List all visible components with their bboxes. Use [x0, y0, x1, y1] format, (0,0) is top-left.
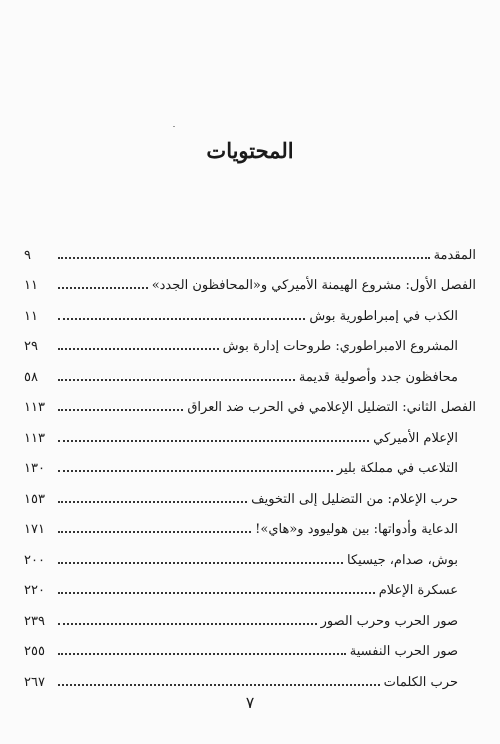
- toc-entry: [24, 233, 476, 264]
- toc-entry: [24, 477, 476, 508]
- toc-entry: [24, 416, 476, 447]
- toc-entry-title: المشروع الامبراطوري: طروحات إدارة بوش: [222, 339, 458, 355]
- dot-leader: [58, 623, 317, 625]
- toc-entry-page: ١٧١: [24, 522, 45, 538]
- toc-entry-page: ١٥٣: [24, 491, 45, 507]
- toc-entry-title: الدعاية وأدواتها: بين هوليوود و«هاي»!: [255, 522, 458, 538]
- dot-leader: [58, 257, 430, 259]
- page-title: المحتويات: [206, 138, 294, 163]
- dot-leader: [58, 470, 333, 472]
- dot-leader: [58, 379, 295, 381]
- toc-entry-page: ١٣٠: [24, 461, 45, 477]
- dot-leader: [58, 348, 219, 350]
- dot-leader: [58, 318, 305, 320]
- toc-entry-page: ١١٣: [24, 400, 45, 416]
- toc-entry: [24, 599, 476, 630]
- toc-entry-title: صور الحرب النفسية: [349, 644, 458, 660]
- toc-entry: [24, 325, 476, 356]
- dot-leader: [58, 592, 375, 594]
- dot-leader: [58, 501, 247, 503]
- page-number: ٧: [245, 693, 255, 712]
- toc-entry-title: عسكرة الإعلام: [378, 583, 458, 599]
- toc-entry-page: ٢٠٠: [24, 552, 45, 568]
- toc-entry: [24, 355, 476, 386]
- toc-entry-title: حرب الإعلام: من التضليل إلى التخويف: [251, 491, 458, 507]
- toc-entry-title: المقدمة: [433, 247, 476, 263]
- dot-leader: [58, 287, 148, 289]
- toc-entry-page: ٥٨: [24, 369, 38, 385]
- toc-entry: [24, 569, 476, 600]
- toc-entry-title: الفصل الثاني: التضليل الإعلامي في الحرب ضد العراق: [187, 400, 476, 416]
- toc-entry: [24, 447, 476, 478]
- dot-leader: [58, 440, 369, 442]
- toc-entry-title: محافظون جدد وأصولية قديمة: [298, 369, 458, 385]
- toc-entry-title: الفصل الأول: مشروع الهيمنة الأميركي و«المحافظون الجدد»: [151, 278, 476, 294]
- dot-leader: [58, 562, 343, 564]
- dot-leader: [58, 409, 183, 411]
- table-of-contents: [24, 233, 476, 691]
- toc-entry-page: ١١٣: [24, 430, 45, 446]
- toc-entry-page: ٢٢٠: [24, 583, 45, 599]
- toc-entry-page: ٢٩: [24, 339, 38, 355]
- toc-entry: [24, 386, 476, 417]
- toc-entry-title: الإعلام الأميركي: [373, 430, 458, 446]
- toc-entry-page: ٢٥٥: [24, 644, 45, 660]
- toc-entry: [24, 660, 476, 691]
- toc-entry: [24, 294, 476, 325]
- toc-entry-title: بوش، صدام، جيسيكا: [346, 552, 458, 568]
- dot-leader: [58, 684, 380, 686]
- toc-entry: [24, 538, 476, 569]
- dot-leader: [58, 531, 251, 533]
- toc-entry-page: ٩: [24, 247, 31, 263]
- toc-entry-title: الكذب في إمبراطورية بوش: [309, 308, 458, 324]
- toc-entry: [24, 264, 476, 295]
- dot-leader: [58, 653, 346, 655]
- toc-entry-title: حرب الكلمات: [383, 674, 458, 690]
- toc-entry-page: ٢٣٩: [24, 613, 45, 629]
- toc-entry: [24, 508, 476, 539]
- toc-entry: [24, 630, 476, 661]
- paper-speck: [173, 126, 175, 127]
- toc-entry-title: صور الحرب وحرب الصور: [320, 613, 458, 629]
- toc-entry-title: التلاعب في مملكة بلير: [336, 461, 458, 477]
- toc-entry-page: ١١: [24, 308, 38, 324]
- toc-entry-page: ١١: [24, 278, 38, 294]
- toc-entry-page: ٢٦٧: [24, 674, 45, 690]
